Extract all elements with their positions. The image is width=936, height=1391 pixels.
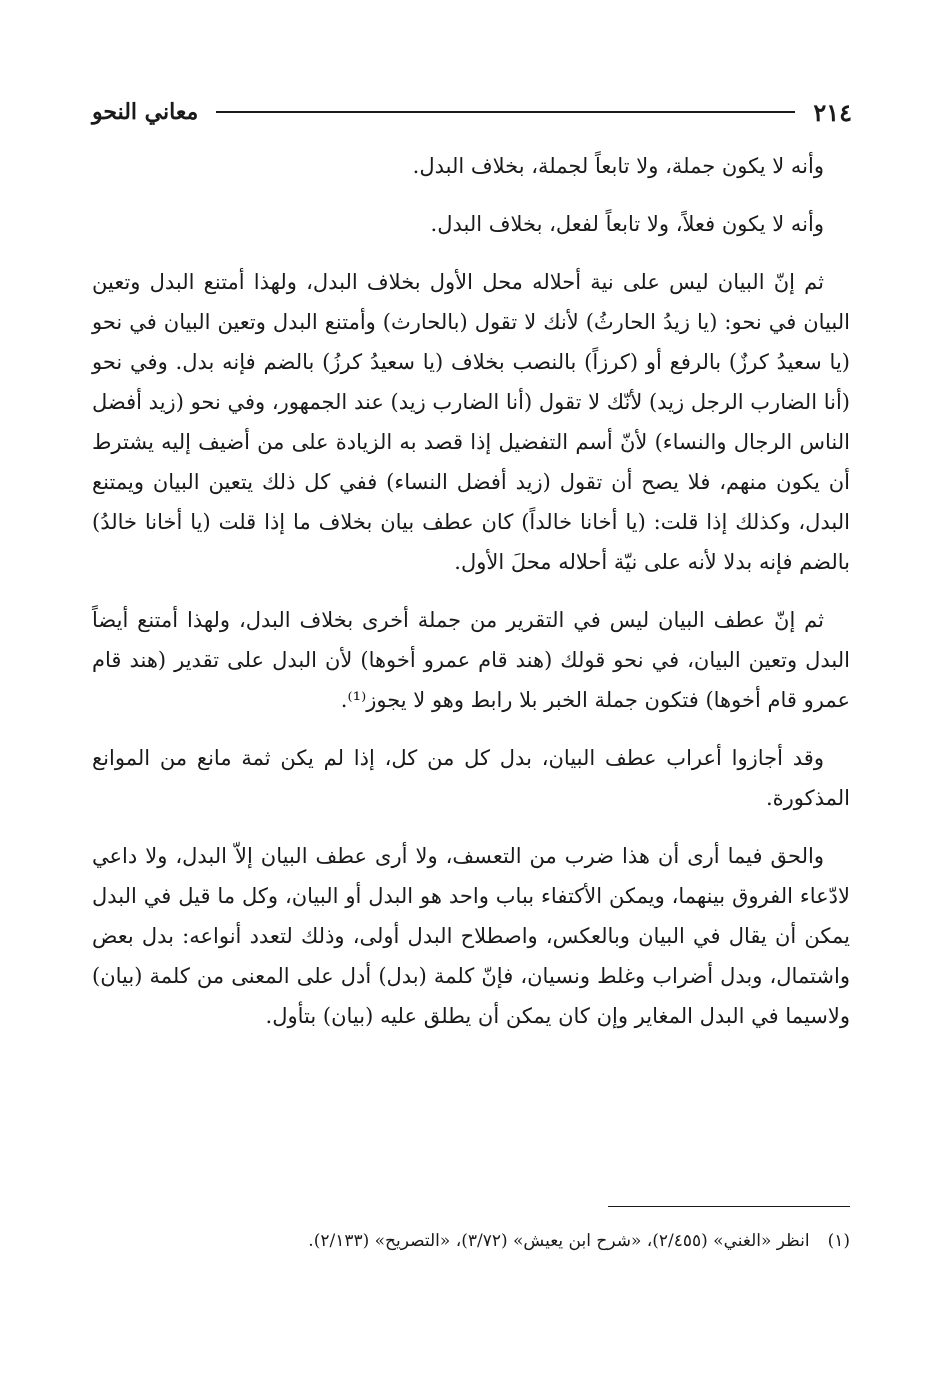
paragraph-3: ثم إنّ البيان ليس على نية أحلاله محل الأول بخلاف البدل، ولهذا أمتنع البدل وتعين البيان في نحو: (يا زيدُ الحارثُ) لأنك لا تقول (بالحارث) وأمتنع البدل وتعين البيان في نحو (يا سعيدُ كرزٌ) بالرفع أو (كرزاً) بالنصب بخلاف (يا سعيدُ كرزُ) بالضم فإنه بدل. وفي نحو (أنا الضارب الرجل زيد) لأنّك لا تقول (أنا الضارب زيد) عند الجمهور، وفي نحو (زيد أفضل الناس الرجال والنساء) لأنّ أسم التفضيل إذا قصد به الزيادة على من أضيف إليه يشترط أن يكون منهم، فلا يصح أن تقول (زيد أفضل النساء) ففي كل ذلك يتعين البيان ويمتنع البدل، وكذلك إذا قلت: (يا أخانا خالداً) كان عطف بيان بخلاف ما إذا قلت (يا أخانا خالدُ) بالضم فإنه بدلا لأنه على نيّة أحلاله محلَ الأول. — [92, 270, 850, 574]
book-title: معاني النحو — [92, 99, 199, 125]
paragraph-1: وأنه لا يكون جملة، ولا تابعاً لجملة، بخلاف البدل. — [412, 154, 824, 178]
main-text — [92, 146, 850, 1054]
page-header — [92, 92, 852, 132]
header-divider — [216, 111, 795, 113]
paragraph-4: ثم إنّ عطف البيان ليس في التقرير من جملة أخرى بخلاف البدل، ولهذا أمتنع أيضاً البدل وتعين البيان، في نحو قولك (هند قام عمرو أخوها) لأن البدل على تقدير (هند قام عمرو قام أخوها) فتكون جملة الخبر بلا رابط وهو لا يجوز⁽¹⁾. — [92, 608, 850, 712]
footnote — [92, 1226, 850, 1256]
paragraph-2: وأنه لا يكون فعلاً، ولا تابعاً لفعل، بخلاف البدل. — [430, 212, 824, 236]
footnote-divider — [608, 1206, 850, 1207]
footnote-text: انظر «الغني» (٢/٤٥٥)، «شرح ابن يعيش» (٣/٧٢)، «التصريح» (٢/١٣٣). — [308, 1231, 810, 1251]
paragraph-6: والحق فيما أرى أن هذا ضرب من التعسف، ولا أرى عطف البيان إلاّ البدل، ولا داعي لادّعاء الفروق بينهما، ويمكن الأكتفاء بباب واحد هو البدل أو البيان، وكل ما قيل في البدل يمكن أن يقال في البيان وبالعكس، واصطلاح البدل أولى، وذلك لتعدد أنواعه: بدل بعض واشتمال، وبدل أضراب وغلط ونسيان، فإنّ كلمة (بدل) أدل على المعنى من كلمة (بيان) ولاسيما في البدل المغاير وإن كان يمكن أن يطلق عليه (بيان) بتأول. — [92, 844, 850, 1028]
paragraph-5: وقد أجازوا أعراب عطف البيان، بدل كل من كل، إذا لم يكن ثمة مانع من الموانع المذكورة. — [92, 746, 850, 810]
page-number: ٢١٤ — [813, 97, 852, 127]
footnote-marker: (١) — [827, 1231, 850, 1251]
